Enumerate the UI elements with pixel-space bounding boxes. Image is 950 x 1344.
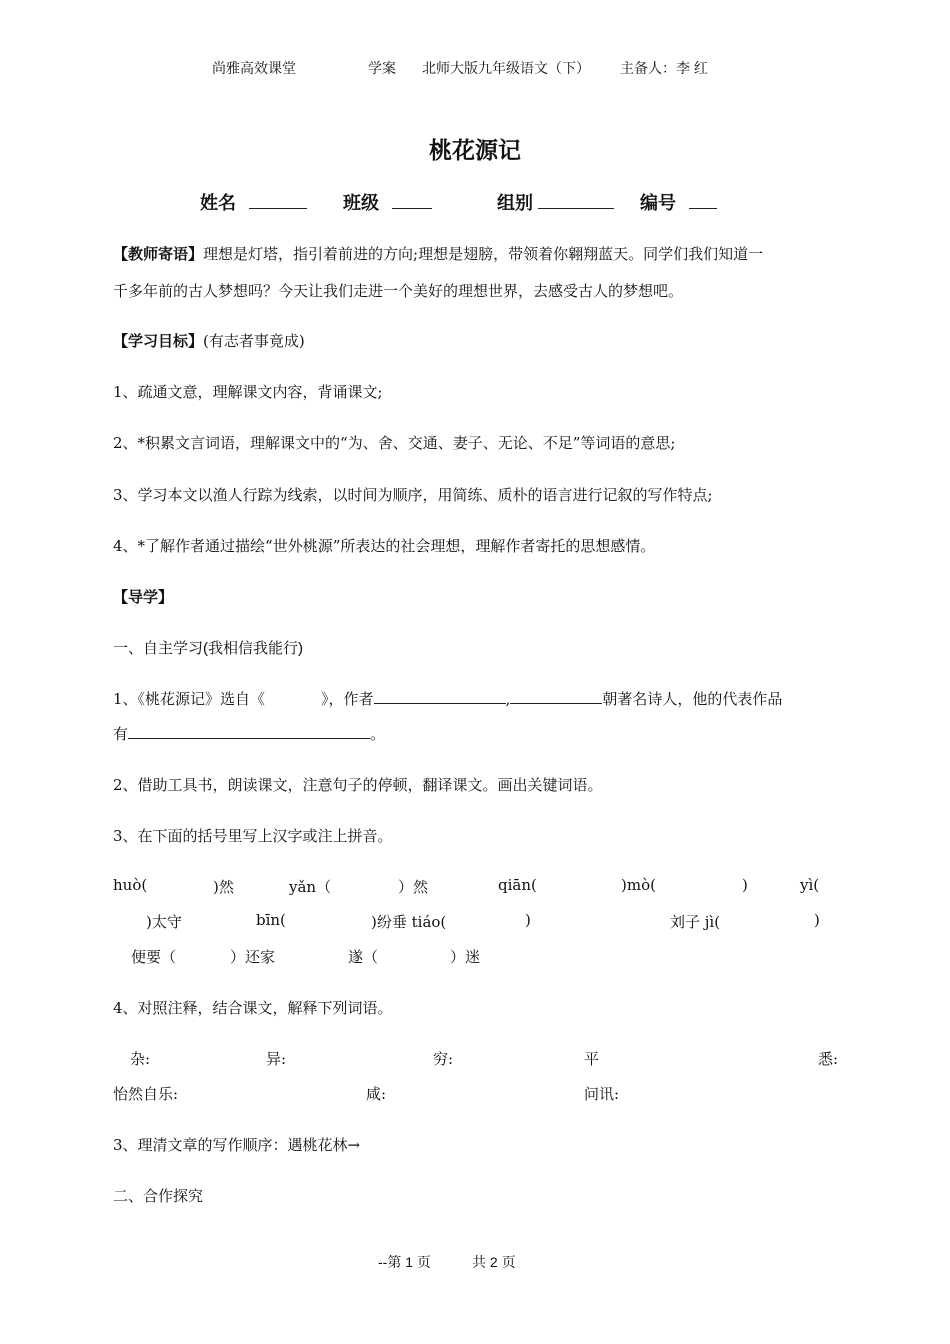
q1-works-blank[interactable]	[128, 723, 370, 739]
pinyin-item: )	[525, 911, 531, 929]
header-preparer: 主备人：李 红	[620, 60, 708, 76]
question-4: 4、对照注释，结合课文，解释下列词语。	[113, 999, 393, 1017]
q1-text-b: 》，作者	[321, 690, 374, 708]
class-field	[343, 189, 432, 215]
q1-text-e: 有	[113, 725, 129, 743]
teacher-message-label: 【教师寄语】	[113, 246, 204, 263]
objective-item: 1、疏通文意，理解课文内容，背诵课文;	[113, 383, 383, 401]
q1-text-c: ,	[505, 690, 511, 708]
pinyin-item: ）然	[398, 878, 429, 896]
question-1-line2	[113, 723, 385, 744]
class-blank[interactable]	[392, 193, 432, 209]
header-doc-type: 学案	[368, 60, 396, 76]
pinyin-item: )太守	[146, 913, 182, 931]
objectives-note: (有志者事竟成)	[203, 332, 305, 350]
pinyin-item: )mò(	[621, 876, 656, 894]
objective-item: 3、学习本文以渔人行踪为线索，以时间为顺序，用简练、质朴的语言进行记叙的写作特点;	[113, 486, 713, 504]
question-5: 3、理清文章的写作顺序：遇桃花林→	[113, 1136, 361, 1154]
q1-text-f: 。	[370, 725, 386, 743]
pinyin-item: yǎn（	[289, 878, 332, 896]
q1-text-a: 1、《桃花源记》选自《	[113, 690, 266, 708]
objective-item: 4、*了解作者通过描绘“世外桃源”所表达的社会理想，理解作者寄托的思想感情。	[113, 537, 656, 555]
number-label: 编号	[640, 193, 676, 213]
name-blank[interactable]	[249, 193, 307, 209]
question-3: 3、在下面的括号里写上汉字或注上拼音。	[113, 827, 393, 845]
pinyin-item: bīn(	[256, 911, 286, 929]
word-item: 咸:	[366, 1085, 387, 1103]
guide-label: 【导学】	[113, 589, 174, 606]
pinyin-item: ）还家	[230, 948, 276, 966]
word-item: 穷:	[433, 1050, 454, 1068]
section-cooperative: 二、合作探究	[113, 1188, 204, 1205]
objective-item: 2、*积累文言词语，理解课文中的“为、舍、交通、妻子、无论、不足”等词语的意思;	[113, 434, 676, 452]
q1-author-blank[interactable]	[374, 688, 506, 704]
word-item: 异:	[266, 1050, 287, 1068]
pinyin-item: )纷垂 tiáo(	[371, 913, 447, 931]
number-blank[interactable]	[689, 193, 717, 209]
page-title: 桃花源记	[429, 137, 521, 163]
name-label: 姓名	[200, 193, 236, 213]
section-self-study: 一、自主学习(我相信我能行)	[113, 640, 303, 657]
pinyin-item: yì(	[800, 876, 820, 894]
group-blank[interactable]	[538, 193, 614, 209]
header-school: 尚雅高效课堂	[212, 60, 296, 76]
teacher-message-text1: 理想是灯塔，指引着前进的方向;理想是翅膀，带领着你翱翔蓝天。同学们我们知道一	[203, 245, 764, 263]
q1-dynasty-blank[interactable]	[510, 688, 602, 704]
header-course: 北师大版九年级语文（下）	[422, 60, 590, 76]
pinyin-item: 刘子 jì(	[670, 913, 721, 931]
word-item: 杂:	[130, 1050, 151, 1068]
pinyin-item: 便要（	[131, 948, 177, 966]
pinyin-item: )	[742, 876, 748, 894]
question-2: 2、借助工具书，朗读课文，注意句子的停顿，翻译课文。画出关键词语。	[113, 776, 603, 794]
name-field	[200, 189, 307, 215]
pinyin-item: )	[814, 911, 820, 929]
group-field	[497, 189, 614, 215]
pinyin-item: qiān(	[498, 876, 537, 894]
pinyin-item: 遂（	[348, 948, 379, 966]
pinyin-item: huò(	[113, 876, 148, 894]
pinyin-item: ）迷	[450, 948, 481, 966]
class-label: 班级	[343, 193, 379, 213]
q1-text-d: 朝著名诗人，他的代表作品	[602, 690, 783, 708]
word-item: 悉:	[818, 1050, 839, 1068]
objectives-heading	[113, 330, 305, 351]
teacher-message-line2: 千多年前的古人梦想吗？今天让我们走进一个美好的理想世界，去感受古人的梦想吧。	[113, 282, 684, 300]
word-item: 怡然自乐:	[113, 1085, 179, 1103]
number-field	[640, 189, 717, 215]
pinyin-item: )然	[213, 878, 234, 896]
objectives-label: 【学习目标】	[113, 333, 204, 350]
question-1-line1	[113, 688, 782, 709]
word-item: 问讯:	[584, 1085, 620, 1103]
footer-page: --第 1 页	[378, 1254, 431, 1270]
footer-total: 共 2 页	[472, 1254, 516, 1270]
word-item: 平	[584, 1050, 600, 1068]
teacher-message-line1	[113, 243, 763, 264]
group-label: 组别	[497, 193, 533, 213]
